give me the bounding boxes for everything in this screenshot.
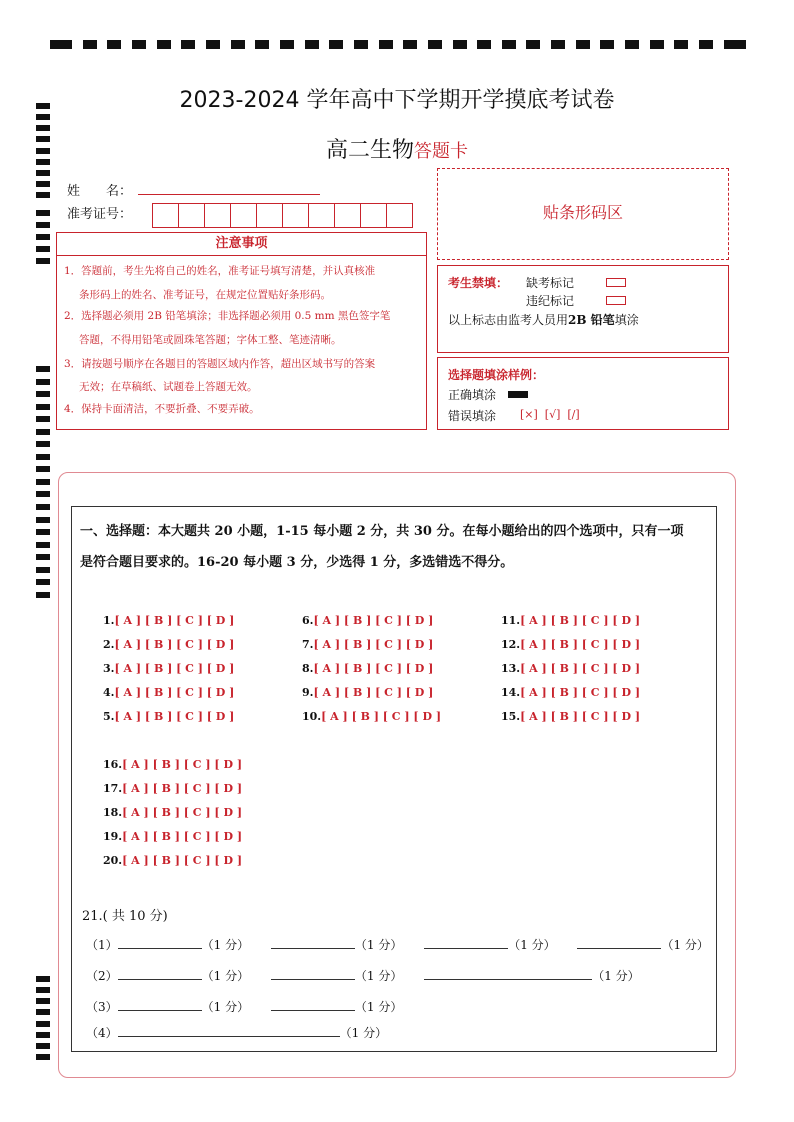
choice-row-2[interactable]: 2.[ A ] [ B ] [ C ] [ D ] xyxy=(103,638,235,651)
notice-item-1b: 条形码上的姓名、准考证号，在规定位置贴好条形码。 xyxy=(79,289,331,301)
q21-1-blank-d[interactable] xyxy=(577,938,661,949)
choice-row-5[interactable]: 5.[ A ] [ B ] [ C ] [ D ] xyxy=(103,710,235,723)
section1-intro-line1: 一、选择题：本大题共 20 小题，1-15 每小题 2 分，共 30 分。在每小题给出的四个选项中，只有一项 xyxy=(80,524,684,539)
notice-box xyxy=(56,232,427,430)
q21-2-blank-c[interactable] xyxy=(424,969,592,980)
wrong-fill-label: 错误填涂 xyxy=(448,409,497,423)
q21-part3: （3） （1 分） （1 分） xyxy=(86,1000,403,1014)
top-timing-marks xyxy=(50,38,746,50)
choice-row-20[interactable]: 20.[ A ] [ B ] [ C ] [ D ] xyxy=(103,854,243,867)
notice-item-2a: 2．选择题必须用 2B 铅笔填涂；非选择题必须用 0.5 mm 黑色签字笔 xyxy=(64,310,391,322)
correct-fill-label: 正确填涂 xyxy=(448,388,497,402)
page-title: 2023-2024 学年高中下学期开学摸底考试卷 xyxy=(179,88,615,113)
choice-row-12[interactable]: 12.[ A ] [ B ] [ C ] [ D ] xyxy=(501,638,641,651)
absent-mark-box[interactable] xyxy=(606,278,626,287)
card-label: 答题卡 xyxy=(414,141,468,162)
q21-4-blank-a[interactable] xyxy=(118,1026,340,1037)
examiner-only-box xyxy=(437,265,729,353)
choice-row-13[interactable]: 13.[ A ] [ B ] [ C ] [ D ] xyxy=(501,662,641,675)
q21-3-blank-a[interactable] xyxy=(118,1000,202,1011)
notice-item-1a: 1．答题前，考生先将自己的姓名，准考证号填写清楚，并认真核准 xyxy=(64,265,376,277)
q21-part1: （1） （1 分） （1 分） （1 分） （1 分） xyxy=(86,938,709,952)
notice-item-3a: 3．请按题号顺序在各题目的答题区域内作答，超出区域书写的答案 xyxy=(64,358,376,370)
choice-row-19[interactable]: 19.[ A ] [ B ] [ C ] [ D ] xyxy=(103,830,243,843)
q21-2-blank-a[interactable] xyxy=(118,969,202,980)
choice-row-3[interactable]: 3.[ A ] [ B ] [ C ] [ D ] xyxy=(103,662,235,675)
q21-1-blank-c[interactable] xyxy=(424,938,508,949)
page-subtitle xyxy=(0,133,794,164)
choice-row-7[interactable]: 7.[ A ] [ B ] [ C ] [ D ] xyxy=(302,638,434,651)
choice-row-9[interactable]: 9.[ A ] [ B ] [ C ] [ D ] xyxy=(302,686,434,699)
name-field[interactable] xyxy=(138,194,320,195)
choice-row-6[interactable]: 6.[ A ] [ B ] [ C ] [ D ] xyxy=(302,614,434,627)
violation-mark-label: 违纪标记 xyxy=(526,294,575,308)
subject-name: 高二生物 xyxy=(325,138,414,163)
choice-row-10[interactable]: 10.[ A ] [ B ] [ C ] [ D ] xyxy=(302,710,442,723)
choice-row-1[interactable]: 1.[ A ] [ B ] [ C ] [ D ] xyxy=(103,614,235,627)
choice-row-15[interactable]: 15.[ A ] [ B ] [ C ] [ D ] xyxy=(501,710,641,723)
correct-fill-example xyxy=(508,391,528,398)
q21-1-blank-b[interactable] xyxy=(271,938,355,949)
notice-heading: 注意事项 xyxy=(57,233,426,256)
exam-id-label: 准考证号： xyxy=(67,207,133,222)
fill-sample-box xyxy=(437,357,729,430)
choice-row-11[interactable]: 11.[ A ] [ B ] [ C ] [ D ] xyxy=(501,614,641,627)
absent-mark-label: 缺考标记 xyxy=(526,276,575,290)
choice-row-18[interactable]: 18.[ A ] [ B ] [ C ] [ D ] xyxy=(103,806,243,819)
forbidden-note: 以上标志由监考人员用2B 铅笔填涂 xyxy=(448,313,639,327)
notice-item-3b: 无效；在草稿纸、试题卷上答题无效。 xyxy=(79,381,258,393)
exam-id-boxes[interactable] xyxy=(152,203,412,228)
violation-mark-box[interactable] xyxy=(606,296,626,305)
choice-row-4[interactable]: 4.[ A ] [ B ] [ C ] [ D ] xyxy=(103,686,235,699)
notice-item-4: 4．保持卡面清洁，不要折叠、不要弄破。 xyxy=(64,403,260,415)
wrong-fill-examples: [×] [√] [/] xyxy=(520,408,580,421)
choice-row-8[interactable]: 8.[ A ] [ B ] [ C ] [ D ] xyxy=(302,662,434,675)
choice-row-16[interactable]: 16.[ A ] [ B ] [ C ] [ D ] xyxy=(103,758,243,771)
q21-2-blank-b[interactable] xyxy=(271,969,355,980)
q21-1-blank-a[interactable] xyxy=(118,938,202,949)
barcode-area: 贴条形码区 xyxy=(437,168,729,260)
q21-title: 21.( 共 10 分) xyxy=(82,909,168,924)
choice-row-14[interactable]: 14.[ A ] [ B ] [ C ] [ D ] xyxy=(501,686,641,699)
left-timing-marks-middle xyxy=(36,366,50,598)
choice-row-17[interactable]: 17.[ A ] [ B ] [ C ] [ D ] xyxy=(103,782,243,795)
left-timing-marks-group2 xyxy=(36,210,50,264)
notice-item-2b: 答题，不得用铅笔或圆珠笔答题；字体工整、笔迹清晰。 xyxy=(79,334,342,346)
forbidden-label: 考生禁填： xyxy=(448,276,509,290)
q21-part2: （2） （1 分） （1 分） （1 分） xyxy=(86,969,640,983)
q21-part4: （4） （1 分） xyxy=(86,1026,388,1040)
q21-3-blank-b[interactable] xyxy=(271,1000,355,1011)
section1-intro-line2: 是符合题目要求的。16-20 每小题 3 分，少选得 1 分，多选错选不得分。 xyxy=(80,555,514,570)
name-label: 姓 名： xyxy=(67,184,133,199)
left-timing-marks-bottom xyxy=(36,976,50,1060)
sample-title: 选择题填涂样例： xyxy=(448,368,545,382)
